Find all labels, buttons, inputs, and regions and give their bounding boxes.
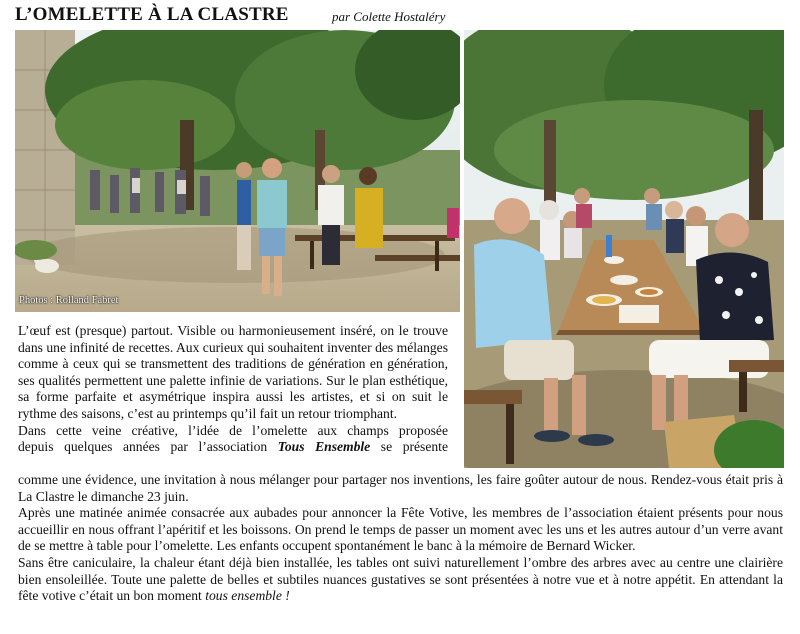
gathering-photo-image	[15, 30, 460, 312]
lunch-photo-image	[464, 30, 784, 468]
paragraph-2-line-2-post: se présente	[370, 439, 448, 455]
paragraph-2-line-2	[18, 439, 448, 456]
author-byline: par Colette Hostaléry	[332, 9, 446, 24]
paragraph-4	[18, 555, 783, 605]
paragraph-2-line-2-pre: depuis quelques années par l’association	[18, 439, 278, 455]
article-column-narrow	[18, 323, 448, 456]
paragraph-intro: L’œuf est (presque) partout. Visible ou harmonieusement inséré, on le trouve dans une infinité de recettes. Aux curieux qui souhaitent inventer des mélanges comme à ceux qui se transmettent des traditions de génération en génération, ses qualités permettent une palette infinie de variations. Sur le plan esthétique, sa forme parfaite et asymétrique inspira aussi les artistes, et si on suit le rythme des saisons, c’est au printemps qu’il fait un retour triomphant.	[18, 323, 448, 421]
paragraph-3: Après une matinée animée consacrée aux aubades pour annoncer la Fête Votive, les membres de l’association étaient présents pour nous accueillir en nous offrant l’apéritif et les boissons. On prend le temps de passer un moment avec les uns et les autres autour d’un verre avant de se mettre à table pour l’omelette. Les enfants occupent spontanément le banc à la mémoire de Bernard Wicker.	[18, 505, 783, 554]
paragraph-2-line-1: Dans cette veine créative, l’idée de l’omelette aux champs proposée	[18, 422, 448, 438]
association-name: Tous Ensemble	[277, 439, 371, 455]
photo-lunch-table	[464, 30, 784, 468]
closing-phrase: tous ensemble !	[205, 588, 290, 604]
article-title: L’OMELETTE À LA CLASTRE	[15, 4, 289, 25]
paragraph-2-rest: comme une évidence, une invitation à nous mélanger pour partager nos inventions, les faire goûter autour de nous. Rendez-vous était pris à La Clastre le dimanche 23 juin.	[18, 472, 783, 504]
photo-credit: Photos : Rolland Fabret	[19, 295, 119, 306]
photo-gathering	[15, 30, 460, 312]
article-column-full	[18, 472, 783, 605]
paragraph-4-main: Sans être caniculaire, la chaleur étant déjà bien installée, les tables ont suivi naturellement l’ombre des arbres avec au centre une clairière bien ensoleillée. Toute une palette de belles et subtiles nuances gustatives se sont présentées à notre vue et à notre appétit. En attendant la fête votive c’était un bon moment	[18, 554, 783, 604]
